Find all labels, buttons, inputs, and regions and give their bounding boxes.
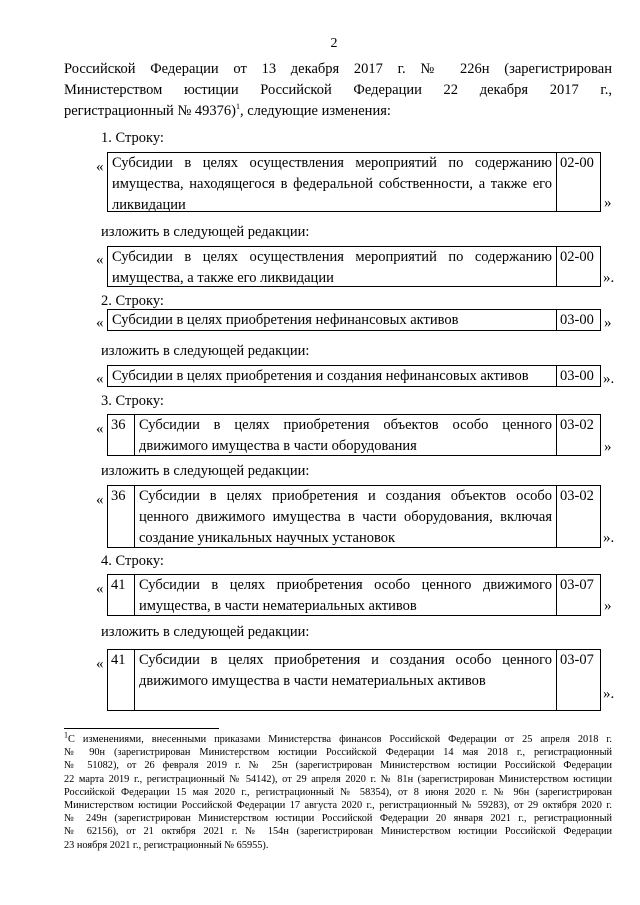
close-quote: » <box>604 195 612 211</box>
footnote-line-6: Министерством юстиции Российской Федерации 17 августа 2020 г., регистрационный № 59283), от 29 октября 2020 г. <box>64 800 612 812</box>
intro-line-2: Министерством юстиции Российской Федерации 22 декабря 2017 г., <box>64 82 612 98</box>
close-quote: » <box>604 439 612 455</box>
item-3-old-code: 36 <box>111 417 126 433</box>
footnote-line-4: 22 марта 2019 г., регистрационный № 54142), от 29 апреля 2020 г. № 81н (зарегистрирован Министерством юстиции <box>64 773 612 785</box>
open-quote: « <box>96 656 104 672</box>
footnote-line-9: 23 ноября 2021 г., регистрационный № 65955). <box>64 839 269 851</box>
item-3-replace-text: изложить в следующей редакции: <box>101 463 310 479</box>
intro-line-3-a: регистрационный № 49376) <box>64 103 236 119</box>
footnote-separator <box>64 728 219 729</box>
item-2-new-text: Субсидии в целях приобретения и создания нефинансовых активов <box>112 368 529 384</box>
item-1-new-kbk: 02-00 <box>560 249 594 265</box>
item-3-new-text: Субсидии в целях приобретения и создания объектов особо ценного движимого имущества в части оборудования, включая создание уникальных научных установок <box>139 488 552 546</box>
item-2-old-text: Субсидии в целях приобретения нефинансовых активов <box>112 312 459 328</box>
item-4-new-text: Субсидии в целях приобретения и создания особо ценного движимого имущества в части нематериальных активов <box>139 652 552 689</box>
open-quote: « <box>96 581 104 597</box>
item-3-old-kbk: 03-02 <box>560 417 594 433</box>
footnote-marker: 1 <box>64 730 68 740</box>
item-2-new-kbk: 03-00 <box>560 368 594 384</box>
page-number: 2 <box>330 36 338 51</box>
item-1-new-table <box>107 246 601 287</box>
footnote-ref: 1 <box>235 102 240 112</box>
open-quote: « <box>96 421 104 437</box>
intro-line-3-b: , следующие изменения: <box>239 103 391 119</box>
item-1-new-text: Субсидии в целях осуществления мероприятий по содержанию имущества, а также его ликвидации <box>112 249 552 286</box>
close-quote-period: ». <box>603 270 615 286</box>
item-1-old-kbk: 02-00 <box>560 155 594 171</box>
item-4-old-table <box>107 574 601 616</box>
item-4-replace-text: изложить в следующей редакции: <box>101 624 310 640</box>
close-quote-period: ». <box>603 371 615 387</box>
intro-line-3 <box>64 103 391 120</box>
item-4-new-code: 41 <box>111 652 126 668</box>
open-quote: « <box>96 492 104 508</box>
close-quote-period: ». <box>603 686 615 702</box>
open-quote: « <box>96 371 104 387</box>
footnote-line-1: $^1$С изменениями, внесенными приказами Министерства финансов Российской Федерации от 25 апреля 2018 г. <box>64 730 612 745</box>
item-2-new-table <box>107 365 601 387</box>
open-quote: « <box>96 159 104 175</box>
item-4-new-kbk: 03-07 <box>560 652 594 668</box>
close-quote: » <box>604 598 612 614</box>
item-1-heading: 1. Строку: <box>101 130 164 146</box>
item-4-new-table <box>107 649 601 711</box>
item-1-old-table <box>107 152 601 212</box>
footnote-line-3: № 51082), от 26 февраля 2019 г. № 25н (зарегистрирован Министерством юстиции Российской Федерации <box>64 760 612 772</box>
item-1-replace-text: изложить в следующей редакции: <box>101 224 310 240</box>
item-3-old-table <box>107 414 601 456</box>
open-quote: « <box>96 252 104 268</box>
item-3-new-code: 36 <box>111 488 126 504</box>
close-quote-period: ». <box>603 530 615 546</box>
item-4-old-kbk: 03-07 <box>560 577 594 593</box>
item-1-old-text: Субсидии в целях осуществления мероприятий по содержанию имущества, находящегося в федеральной собственности, а также его ликвидации <box>112 155 552 213</box>
footnote <box>64 730 612 852</box>
item-3-new-table <box>107 485 601 548</box>
item-2-old-table <box>107 309 601 331</box>
footnote-line-8: № 62156), от 21 октября 2021 г. № 154н (зарегистрирован Министерством юстиции Российской Федерации <box>64 826 612 838</box>
item-4-old-code: 41 <box>111 577 126 593</box>
open-quote: « <box>96 315 104 331</box>
footnote-line-7: № 249н (зарегистрирован Министерством юстиции Российской Федерации 20 января 2021 г., регистрационный <box>64 813 612 825</box>
item-3-new-kbk: 03-02 <box>560 488 594 504</box>
item-3-old-text: Субсидии в целях приобретения объектов особо ценного движимого имущества в части оборудования <box>139 417 552 454</box>
footnote-line-5: Российской Федерации 15 мая 2020 г., регистрационный № 58354), от 8 июня 2020 г. № 96н (зарегистрирован <box>64 786 612 798</box>
item-4-heading: 4. Строку: <box>101 553 164 569</box>
close-quote: » <box>604 315 612 331</box>
intro-line-1: Российской Федерации от 13 декабря 2017 г. № 226н (зарегистрирован <box>64 61 612 77</box>
item-4-old-text: Субсидии в целях приобретения особо ценного движимого имущества, в части нематериальных активов <box>139 577 552 614</box>
footnote-line-2: № 90н (зарегистрирован Министерством юстиции Российской Федерации 14 мая 2018 г., регистрационный <box>64 747 612 759</box>
item-2-heading: 2. Строку: <box>101 293 164 309</box>
item-2-replace-text: изложить в следующей редакции: <box>101 343 310 359</box>
item-2-old-kbk: 03-00 <box>560 312 594 328</box>
item-3-heading: 3. Строку: <box>101 393 164 409</box>
